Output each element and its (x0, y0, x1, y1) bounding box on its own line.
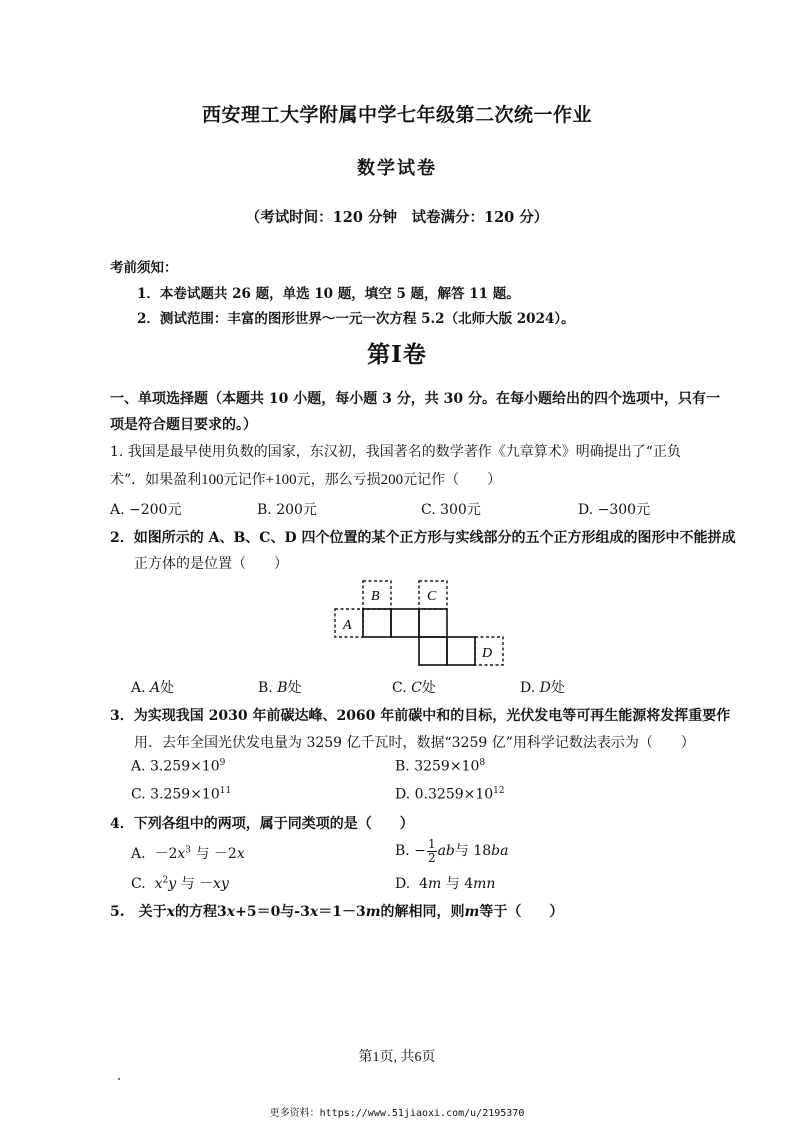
question-2: 2．如图所示的 A、B、C、D 四个位置的某个正方形与实线部分的五个正方形组成的图形中不能拼成 (110, 530, 736, 546)
exam-info: （考试时间：120 分钟 试卷满分：120 分） (245, 209, 549, 226)
option-c: C. C处 (392, 680, 436, 696)
net-square (447, 637, 475, 665)
question-3-cont: 用．去年全国光伏发电量为 3259 亿千瓦时，数据“3259 亿”用科学记数法表示为（ ） (134, 735, 695, 751)
fraction: $\frac{1}{2}$ (427, 837, 436, 865)
option-a: A. A处 (131, 680, 175, 696)
scan-speck (118, 1078, 120, 1080)
paper-title: 西安理工大学附属中学七年级第二次统一作业 (201, 104, 592, 126)
net-square (391, 609, 419, 637)
option-c: C. $x^2y$ 与 －xy (131, 875, 229, 892)
option-d: D. D处 (520, 680, 565, 696)
source-link[interactable]: 更多资料：https://www.51jiaoxi.com/u/2195370 (269, 1108, 525, 1119)
question-4: 4．下列各组中的两项，属于同类项的是（ ） (110, 816, 414, 832)
question-1-cont: 术”．如果盈利100元记作+100元，那么亏损200元记作（ ） (110, 472, 502, 488)
net-square (363, 609, 391, 637)
option-d: D. −300元 (578, 502, 651, 518)
notice-item: 2．测试范围：丰富的图形世界～一元一次方程 5.2（北师大版 2024）。 (137, 311, 575, 327)
question-2-cont: 正方体的是位置（ ） (134, 556, 288, 572)
section-heading: 一、单项选择题（本题共 10 小题，每小题 3 分，共 30 分。在每小题给出的四个选项中，只有一 (110, 391, 720, 407)
option-b: B. B处 (258, 680, 302, 696)
net-square (419, 637, 447, 665)
option-c: C. 300元 (421, 502, 481, 518)
question-5: 5. 关于x的方程3x+5＝0与-3x＝1－3m的解相同，则m等于（ ） (110, 904, 564, 920)
option-b: B. 200元 (257, 502, 317, 518)
notice-heading: 考前须知： (110, 260, 178, 276)
paper-subtitle: 数学试卷 (357, 158, 437, 179)
option-a: A. $3.259\times 10^9$ (131, 758, 226, 775)
option-d: D. $0.3259\times 10^{12}$ (395, 786, 505, 803)
option-b: B. − $\frac{1}{2}$ ab与 18ba (395, 837, 509, 865)
cube-net-figure (330, 578, 510, 670)
notice-item: 1．本卷试题共 26 题，单选 10 题，填空 5 题，解答 11 题。 (137, 286, 520, 302)
option-d: D. 4m 与 4mn (395, 876, 496, 892)
option-b: B. $3259\times 10^8$ (395, 758, 486, 775)
question-3: 3．为实现我国 2030 年前碳达峰、2060 年前碳中和的目标，光伏发电等可再生能源将发挥重要作 (110, 708, 731, 724)
option-a: A. −200元 (110, 502, 182, 518)
page-number: 第1页, 共6页 (358, 1050, 436, 1065)
label-c: C (427, 589, 437, 604)
question-1: 1. 我国是最早使用负数的国家，东汉初，我国著名的数学著作《九章算术》明确提出了“正负 (110, 444, 681, 460)
part-title: 第Ⅰ卷 (367, 341, 427, 368)
label-a: A (343, 618, 352, 633)
option-a: A. $-2x^3$ 与 －2x (131, 845, 245, 862)
section-heading-cont: 项是符合题目要求的。） (110, 417, 257, 433)
option-c: C. $3.259\times 10^{11}$ (131, 786, 232, 803)
label-b: B (371, 589, 380, 604)
net-square (419, 609, 447, 637)
label-d: D (482, 646, 493, 661)
